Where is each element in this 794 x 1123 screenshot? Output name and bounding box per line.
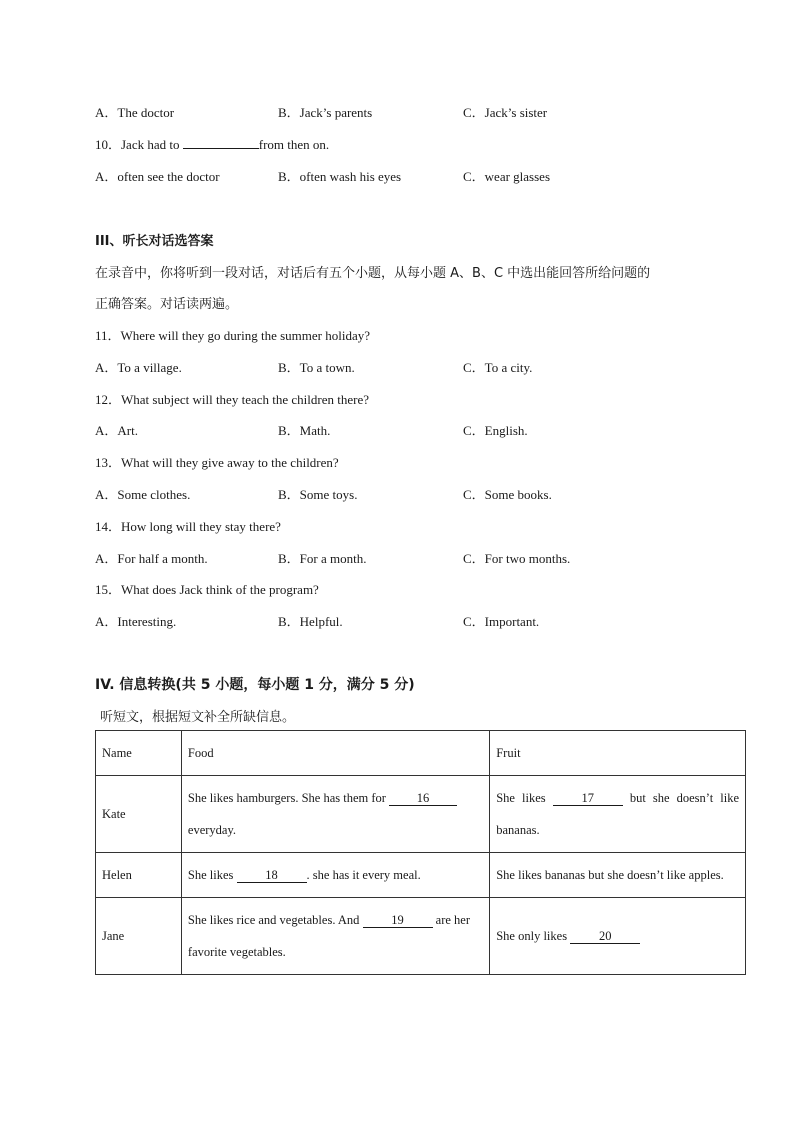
option-c: C．For two months. [463,551,571,566]
question-10-prefix: 10．Jack had to [95,137,180,152]
question-15: 15．What does Jack think of the program? [95,582,319,597]
option-c: C．Important. [463,614,540,629]
table-header-row [96,731,746,776]
section-3-title: III、听长对话选答案 [95,234,214,249]
question-10-suffix: from then on. [258,137,330,152]
option-b: B．Math. [278,423,331,438]
answer-blank-20: 20 [570,929,640,944]
section-3-instruction-1: 在录音中，你将听到一段对话，对话后有五个小题，从每小题 A、B、C 中选出能回答所给问题的 [95,266,651,281]
cell-food [181,853,489,898]
cell-name: Jane [96,898,182,975]
option-b: B．Some toys. [278,487,358,502]
option-c: C．Jack’s sister [463,105,548,120]
answer-blank-18: 18 [237,868,307,883]
option-a: A．Art. [95,423,138,438]
option-b: B．Helpful. [278,614,343,629]
q11-options [95,357,735,377]
option-c: C．wear glasses [463,169,551,184]
option-a: A．For half a month. [95,551,208,566]
cell-text: She likes hamburgers. She has them for [187,791,386,805]
option-a: A．To a village. [95,360,182,375]
option-b: B．Jack’s parents [278,105,373,120]
option-c: C．English. [463,423,528,438]
answer-blank-19: 19 [363,913,433,928]
section-4-instruction: 听短文，根据短文补全所缺信息。 [100,710,296,725]
option-a: A．Interesting. [95,614,177,629]
q13-options [95,484,735,504]
cell-text: She likes [496,791,546,805]
question-12: 12．What subject will they teach the children there? [95,392,369,407]
q15-options [95,611,735,631]
cell-text: but she doesn’t like bananas. [496,791,740,837]
cell-fruit: She likes bananas but she doesn’t like apples. [490,853,746,898]
option-b: B．To a town. [278,360,355,375]
option-b: B．For a month. [278,551,367,566]
cell-food [181,898,489,975]
answer-blank-17: 17 [553,791,623,806]
header-fruit: Fruit [490,731,746,776]
section-4-title: IV. 信息转换(共 5 小题，每小题 1 分，满分 5 分) [95,677,415,693]
header-food: Food [181,731,489,776]
q9-options [95,102,735,122]
question-13: 13．What will they give away to the children? [95,455,339,470]
cell-food [181,776,489,853]
cell-text: everyday. [187,823,237,837]
answer-blank [183,148,259,149]
cell-text: are her favorite vegetables. [187,913,471,959]
header-name: Name [96,731,182,776]
question-11: 11．Where will they go during the summer holiday? [95,328,370,343]
cell-text: She likes [187,868,234,882]
question-14: 14．How long will they stay there? [95,519,281,534]
q10-options [95,166,735,186]
option-c: C．To a city. [463,360,533,375]
table-row [96,776,746,853]
q14-options [95,548,735,568]
option-a: A．The doctor [95,105,175,120]
info-table [95,730,746,975]
question-10 [95,134,329,153]
table-row [96,898,746,975]
cell-name: Helen [96,853,182,898]
option-a: A．Some clothes. [95,487,191,502]
option-c: C．Some books. [463,487,552,502]
cell-fruit [490,898,746,975]
table-row [96,853,746,898]
q12-options [95,420,735,440]
answer-blank-16: 16 [389,791,457,806]
cell-text: She likes rice and vegetables. And [187,913,360,927]
option-a: A．often see the doctor [95,169,220,184]
cell-name: Kate [96,776,182,853]
cell-fruit [490,776,746,853]
section-3-instruction-2: 正确答案。对话读两遍。 [95,297,239,312]
cell-text: . she has it every meal. [306,868,421,882]
option-b: B．often wash his eyes [278,169,402,184]
cell-text: She only likes [496,929,568,943]
